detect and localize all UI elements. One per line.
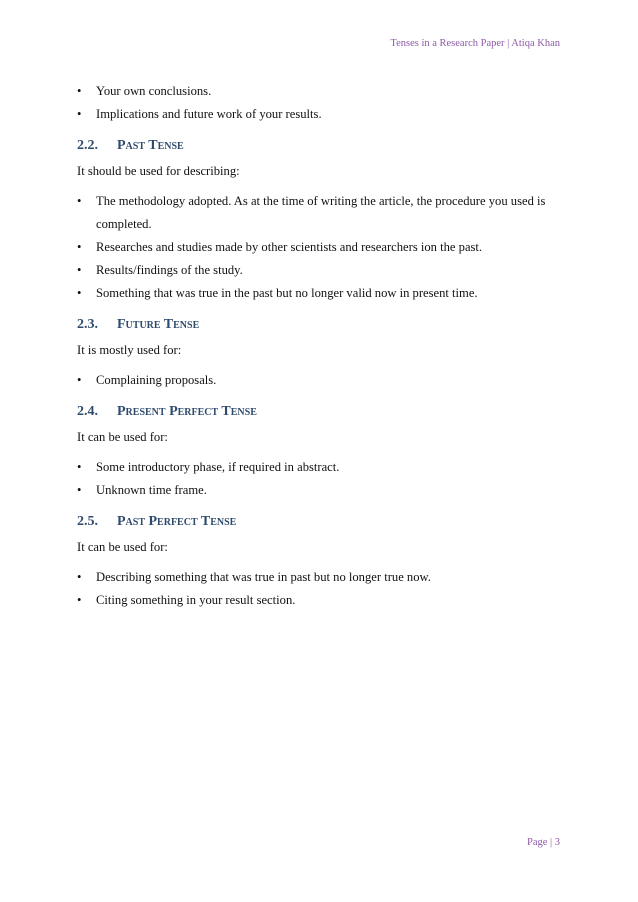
bullet-list	[77, 566, 567, 612]
list-item: • Citing something in your result section.	[77, 589, 567, 612]
list-item: • Unknown time frame.	[77, 479, 567, 502]
section-number: 2.5.	[77, 514, 98, 529]
list-item: • The methodology adopted. As at the time of writing the article, the procedure you used is completed.	[77, 190, 567, 236]
section-past-perfect-tense	[77, 511, 567, 612]
section-present-perfect-tense	[77, 401, 567, 502]
bullet-list	[77, 190, 567, 305]
section-intro: It can be used for:	[77, 430, 168, 444]
running-header: Tenses in a Research Paper | Atiqa Khan	[390, 38, 560, 49]
section-future-tense	[77, 314, 567, 392]
section-heading	[77, 401, 567, 423]
page-content	[77, 80, 567, 612]
section-number: 2.2.	[77, 138, 98, 153]
bullet-list	[77, 456, 567, 502]
section-heading	[77, 135, 567, 157]
bullet-list	[77, 369, 567, 392]
section-title: Past Tense	[117, 138, 184, 153]
list-item: • Researches and studies made by other scientists and researchers ion the past.	[77, 236, 567, 259]
section-intro: It should be used for describing:	[77, 164, 240, 178]
section-intro: It can be used for:	[77, 540, 168, 554]
list-item: • Results/findings of the study.	[77, 259, 567, 282]
intro-bullet-list	[77, 80, 567, 126]
list-item: • Describing something that was true in past but no longer true now.	[77, 566, 567, 589]
section-intro: It is mostly used for:	[77, 343, 182, 357]
section-title: Present Perfect Tense	[117, 404, 257, 419]
list-item: • Implications and future work of your results.	[77, 103, 567, 126]
section-number: 2.4.	[77, 404, 98, 419]
section-heading	[77, 511, 567, 533]
section-number: 2.3.	[77, 317, 98, 332]
list-item: • Something that was true in the past but no longer valid now in present time.	[77, 282, 567, 305]
section-title: Future Tense	[117, 317, 200, 332]
section-heading	[77, 314, 567, 336]
section-past-tense	[77, 135, 567, 305]
list-item: • Your own conclusions.	[77, 80, 567, 103]
page-number: Page | 3	[526, 837, 560, 848]
list-item: • Some introductory phase, if required in abstract.	[77, 456, 567, 479]
list-item: • Complaining proposals.	[77, 369, 567, 392]
section-title: Past Perfect Tense	[117, 514, 237, 529]
